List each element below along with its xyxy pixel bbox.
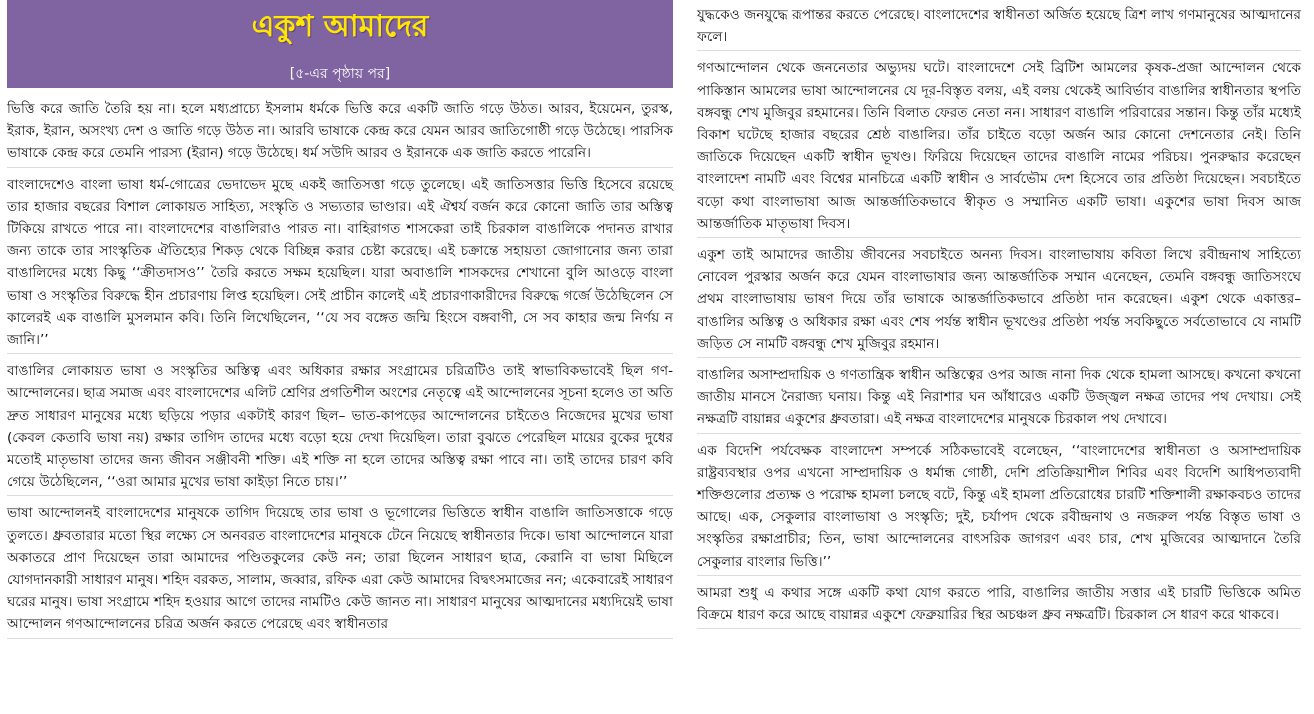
paragraph: যুদ্ধকেও জনযুদ্ধে রূপান্তর করতে পেরেছে। বাংলাদেশের স্বাধীনতা অর্জিত হয়েছে ত্রিশ লাখ গণমানুষের আত্মদানের ফলে। [697,4,1301,51]
left-body [7,98,673,639]
paragraph: ভাষা আন্দোলনই বাংলাদেশের মানুষকে তাগিদ দিয়েছে তার ভাষা ও ভূগোলের ভিত্তিতে স্বাধীন বাঙালি জাতিসত্তাকে গড়ে তুলতে। ধ্রুবতারার মতো স্থির লক্ষ্যে সে অনবরত বাংলাদেশের মানুষকে টেনে নিয়েছে স্বাধীনতার দিকে। ভাষা আন্দোলনে যারা অকাতরে প্রাণ দিয়েছেন তারা আমাদের পণ্ডিতকুলের কেউ নন; তারা ছিলেন সাধারণ ছাত্র, কেরানি বা ভাষা মিছিলে যোগদানকারী সাধারণ মানুষ। শহিদ বরকত, সালাম, জব্বার, রফিক এরা কেউ আমাদের বিদ্বৎসমাজের নন; একেবারেই সাধারণ ঘরের মানুষ। ভাষা সংগ্রামে শহিদ হওয়ার আগে তাদের নামটিও কেউ জানত না। সাধারণ মানুষের আত্মদানের মধ্যদিয়েই ভাষা আন্দোলন গণআন্দোলনের চরিত্র অর্জন করতে পেরেছে এবং স্বাধীনতার [7,502,673,638]
paragraph: বাঙালির অসাম্প্রদায়িক ও গণতান্ত্রিক স্বাধীন অস্তিত্বের ওপর আজ নানা দিক থেকে হামলা আসছে। কখনো কখনো জাতীয় মানসে নৈরাজ্য ঘনায়। কিন্তু এই নিরাশার ঘন আঁধারেও একটি উজ্জ্বল নক্ষত্র তাদের পথ দেখায়। সেই নক্ষত্রটি বায়ান্নর একুশের ধ্রুবতারা। এই নক্ষত্র বাংলাদেশের মানুষকে চিরকাল পথ দেখাবে। [697,364,1301,434]
left-column [7,0,673,645]
right-column [697,4,1301,635]
article-header-banner [7,0,673,88]
paragraph: ভিত্তি করে জাতি তৈরি হয় না। হলে মধ্যপ্রাচ্যে ইসলাম ধর্মকে ভিত্তি করে একটি জাতি গড়ে উঠত। আরব, ইয়েমেন, তুরস্ক, ইরাক, ইরান, অসংখ্য দেশ ও জাতি গড়ে উঠত না। আরবি ভাষাকে কেন্দ্র করে যেমন আরব জাতিগোষ্ঠী গড়ে উঠেছে। পারসিক ভাষাকে কেন্দ্র করে তেমনি পারস্য (ইরান) গড়ে উঠেছে। ধর্ম সউদি আরব ও ইরানকে এক জাতি করতে পারেনি। [7,98,673,168]
paragraph: গণআন্দোলন থেকে জননেতার অভ্যুদয় ঘটে। বাংলাদেশে সেই ব্রিটিশ আমলের কৃষক-প্রজা আন্দোলন থেকে পাকিস্তান আমলের ভাষা আন্দোলনের যে দূর-বিস্তৃত বলয়, এই বলয় থেকেই আবির্ভাব বাঙালির স্বাধীনতার স্থপতি বঙ্গবন্ধু শেখ মুজিবুর রহমানের। তিনি বিলাত ফেরত নেতা নন। সাধারণ বাঙালি পরিবারের সন্তান। কিন্তু তাঁর মধ্যেই বিকাশ ঘটেছে হাজার বছরের শ্রেষ্ঠ বাঙালির। তাঁর চাইতে বড়ো অর্জন আর কোনো দেশনেতার নেই। তিনি জাতিকে দিয়েছেন একটি স্বাধীন ভূখণ্ড। ফিরিয়ে দিয়েছেন তাদের বাঙালি নামের পরিচয়। পুনরুদ্ধার করেছেন বাংলাদেশ নামটি এবং বিশ্বের মানচিত্রে একটি স্বাধীন ও সার্বভৌম দেশ হিসেবে তার প্রতিষ্ঠা দিয়েছেন। সবচাইতে বড়ো কথা বাংলাভাষা আজ আন্তর্জাতিকভাবে স্বীকৃত ও সম্মানিত একটি ভাষা। একুশের ভাষা দিবস আজ আন্তর্জাতিক মাতৃভাষা দিবস। [697,57,1301,238]
paragraph: বাংলাদেশেও বাংলা ভাষা ধর্ম-গোত্রের ভেদাভেদ মুছে একই জাতিসত্তা গড়ে তুলেছে। এই জাতিসত্তার ভিত্তি হিসেবে রয়েছে তার হাজার বছরের বিশাল লোকায়ত সাহিত্য, সংস্কৃতি ও সভ্যতার ভাণ্ডার। এই ঐশ্বর্য বর্জন করে কোনো জাতি তার অস্তিত্ব টিকিয়ে রাখতে পারে না। বাংলাদেশের বাঙালিরাও পারত না। বাহিরাগত শাসকেরা তাই চিরকাল বাঙালিকে পদানত রাখার জন্য তাকে তার সাংস্কৃতিক ঐতিহ্যের শিকড় থেকে বিচ্ছিন্ন করার চেষ্টা করেছে। এই চক্রান্তে সহায়তা জোগানোর জন্য তারা বাঙালিদের মধ্যে কিছু ‘‘ক্রীতদাসও’’ তৈরি করতে সক্ষম হয়েছিল। যারা অবাঙালি শাসকদের শেখানো বুলি আওড়ে বাংলা ভাষা ও সংস্কৃতির বিরুদ্ধে হীন প্রচারণায় লিপ্ত হয়েছিল। সেই প্রাচীন কালেই এই প্রচারণাকারীদের বিরুদ্ধে গর্জে উঠেছিলেন সে কালেরই এক বাঙালি মুসলমান কবি। তিনি লিখেছিলেন, ‘‘যে সব বঙ্গেত জন্মি হিংসে বঙ্গবাণী, সে সব কাহার জন্ম নির্ণয় ন জানি।’’ [7,174,673,355]
continuation-note: [৫-এর পৃষ্ঠায় পর] [289,66,391,82]
paragraph: আমরা শুধু এ কথার সঙ্গে একটি কথা যোগ করতে পারি, বাঙালির জাতীয় সত্তার এই চারটি ভিত্তিকে অমিত বিক্রমে ধারণ করে আছে বায়ান্নর একুশে ফেব্রুয়ারির স্থির অচঞ্চল ধ্রুব নক্ষত্রটি। চিরকাল সে ধারণ করে থাকবে। [697,582,1301,629]
paragraph: বাঙালির লোকায়ত ভাষা ও সংস্কৃতির অস্তিত্ব এবং অধিকার রক্ষার সংগ্রামের চরিত্রটিও তাই স্বাভাবিকভাবেই ছিল গণ-আন্দোলনের। ছাত্র সমাজ এবং বাংলাদেশের এলিট শ্রেণির প্রগতিশীল অংশের নেতৃত্বে এই আন্দোলনের সূচনা হলেও তা অতি দ্রুত সাধারণ মানুষের মধ্যে ছড়িয়ে পড়ার একটাই কারণ ছিল– ভাত-কাপড়ের আন্দোলনের চাইতেও নিজেদের মুখের ভাষা (কেবল কেতাবি ভাষা নয়) রক্ষার তাগিদ তাদের মধ্যে বড়ো হয়ে দেখা দিয়েছিল। তারা বুঝতে পেরেছিল মায়ের বুকের দুধের মতোই মাতৃভাষা তাদের জন্য জীবন সঞ্জীবনী শক্তি। এই শক্তি না হলে তাদের অস্তিত্ব রক্ষা পাবে না। তাই তাদের চারণ কবি গেয়ে উঠেছিলেন, ‘‘ওরা আমার মুখের ভাষা কাইড়া নিতে চায়।’’ [7,360,673,496]
paragraph: একুশ তাই আমাদের জাতীয় জীবনের সবচাইতে অনন্য দিবস। বাংলাভাষায় কবিতা লিখে রবীন্দ্রনাথ সাহিত্যে নোবেল পুরস্কার অর্জন করে যেমন বাংলাভাষার জন্য আন্তর্জাতিক সম্মান এনেছেন, তেমনি বঙ্গবন্ধু জাতিসংঘে প্রথম বাংলাভাষায় ভাষণ দিয়ে তাঁর ভাষাকে আন্তর্জাতিকভাবে প্রতিষ্ঠা দান করেছেন। একুশ থেকে একাত্তর– বাঙালির অস্তিত্ব ও অধিকার রক্ষা এবং শেষ পর্যন্ত স্বাধীন ভূখণ্ডের প্রতিষ্ঠা পর্যন্ত সবকিছুতে সর্বতোভাবে যে নামটি জড়িত সে নামটি বঙ্গবন্ধু শেখ মুজিবুর রহমান। [697,244,1301,358]
article-title: একুশ আমাদের [251,9,429,44]
paragraph: এক বিদেশি পর্যবেক্ষক বাংলাদেশ সম্পর্কে সঠিকভাবেই বলেছেন, ‘‘বাংলাদেশের স্বাধীনতা ও অসাম্প্রদায়িক রাষ্ট্রব্যবস্থার ওপর এখনো সাম্প্রদায়িক ও ধর্মান্ধ গোষ্ঠী, দেশি প্রতিক্রিয়াশীল শিবির এবং বিদেশি আধিপত্যবাদী শক্তিগুলোর প্রত্যক্ষ ও পরোক্ষ হামলা চলছে বটে, কিন্তু এই হামলা প্রতিরোধের চারটি শক্তিশালী রক্ষাকবচও তাদের আছে। এক, সেকুলার বাংলাভাষা ও সংস্কৃতি; দুই, চর্যাপদ থেকে রবীন্দ্রনাথ ও নজরুল পর্যন্ত বিস্তৃত ভাষা ও সংস্কৃতির রক্ষাপ্রাচীর; তিন, ভাষা আন্দোলনের বাৎসরিক জাগরণ এবং চার, শেখ মুজিবের আত্মদানে তৈরি সেকুলার বাংলার ভিত্তি।’’ [697,440,1301,576]
